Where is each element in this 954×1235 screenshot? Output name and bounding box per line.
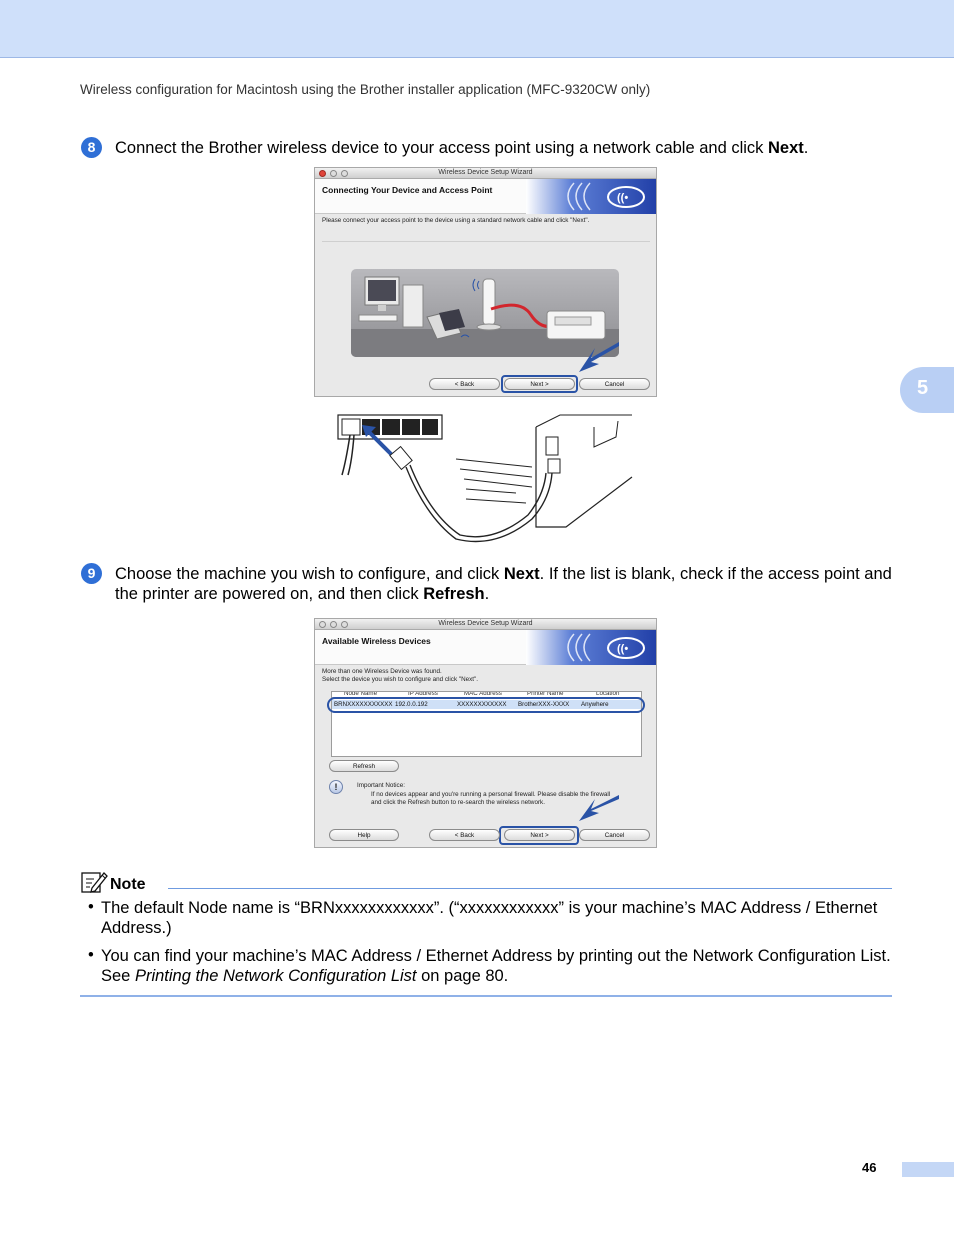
column-printer-name[interactable]: Printer Name: [527, 692, 564, 697]
back-button[interactable]: < Back: [429, 378, 500, 390]
title-bar: [315, 619, 656, 630]
pencil-note-icon: [80, 870, 108, 894]
title-bar: [315, 168, 656, 179]
exclamation-icon: !: [329, 780, 343, 794]
ip-address-cell: 192.0.0.192: [395, 701, 428, 708]
column-ip-address[interactable]: IP Address: [408, 692, 438, 697]
next-button[interactable]: Next >: [504, 378, 575, 390]
wizard-header: [315, 179, 656, 214]
notice-title: Important Notice:: [357, 782, 405, 789]
wizard-window-available-devices: [314, 618, 657, 848]
wizard-header: [315, 630, 656, 665]
printer-name-cell: BrotherXXX-XXXX: [518, 701, 570, 708]
running-header: Wireless configuration for Macintosh using the Brother installer application (MFC-9320CW only): [80, 82, 651, 97]
cancel-button[interactable]: Cancel: [579, 378, 650, 390]
next-emphasis: Next: [768, 139, 804, 157]
pointer-arrow-icon: [577, 338, 621, 374]
cable-connection-illustration: [336, 407, 636, 549]
note-heading: Note: [110, 876, 146, 893]
step-8-text: Connect the Brother wireless device to your access point using a network cable and click Next.: [115, 139, 809, 157]
selected-row-highlight: [327, 697, 645, 713]
column-node-name[interactable]: Node Name: [344, 692, 378, 697]
note-top-rule: [168, 888, 892, 889]
location-cell: Anywhere: [581, 701, 609, 708]
help-button[interactable]: Help: [329, 829, 399, 841]
divider: [322, 241, 650, 242]
wizard-instruction: Please connect your access point to the device using a standard network cable and click "Next".: [322, 217, 590, 224]
chapter-tab: [900, 367, 954, 413]
step-9-marker: 9: [81, 563, 102, 584]
window-title: Wireless Device Setup Wizard: [438, 169, 533, 176]
step-8-marker: 8: [81, 137, 102, 158]
wizard-window-connecting: [314, 167, 657, 397]
svg-text:((•: ((•: [617, 192, 629, 204]
note-bullet-2: You can find your machine’s MAC Address / Ethernet Address by printing out the Network Configuration List. See Printing the Network Configuration List on page 80.: [101, 947, 891, 985]
node-name-cell: BRNXXXXXXXXXXX: [334, 701, 393, 708]
page-tab: [902, 1162, 954, 1177]
wizard-heading: Connecting Your Device and Access Point: [322, 185, 493, 195]
mac-address-cell: XXXXXXXXXXXX: [457, 701, 507, 708]
next-button[interactable]: Next >: [504, 829, 575, 841]
wireless-signal-icon: [526, 179, 656, 214]
chapter-number: 5: [917, 377, 929, 399]
devices-found-message: More than one Wireless Device was found. Select the device you wish to configure and click "Next".: [322, 668, 479, 683]
column-mac-address[interactable]: MAC Address: [464, 692, 502, 697]
step-9-text: Choose the machine you wish to configure, and click Next. If the list is blank, check if the access point and the printer are powered on, and then click Refresh.: [115, 565, 892, 603]
bullet-marker: •: [88, 946, 94, 964]
refresh-emphasis: Refresh: [423, 585, 485, 603]
window-title: Wireless Device Setup Wizard: [438, 620, 533, 627]
refresh-button[interactable]: Refresh: [329, 760, 399, 772]
note-bullet-1: The default Node name is “BRNxxxxxxxxxxxx”. (“xxxxxxxxxxxx” is your machine’s MAC Address / Ethernet Address.): [101, 899, 878, 937]
header-band: [0, 0, 954, 58]
svg-text:((•: ((•: [617, 643, 629, 655]
bullet-marker: •: [88, 898, 94, 916]
page-number: 46: [862, 1160, 877, 1175]
column-location[interactable]: Location: [596, 692, 620, 697]
next-emphasis: Next: [503, 565, 540, 583]
wireless-signal-icon: [526, 630, 656, 665]
cancel-button[interactable]: Cancel: [579, 829, 650, 841]
cross-reference-link[interactable]: Printing the Network Configuration List: [134, 967, 417, 985]
note-bottom-rule: [80, 995, 892, 997]
pointer-arrow-icon: [577, 791, 621, 823]
notice-body: If no devices appear and you're running a personal firewall. Please disable the firewall and click the Refresh button to re-search the wireless network.: [371, 791, 611, 806]
wizard-heading: Available Wireless Devices: [322, 636, 431, 646]
back-button[interactable]: < Back: [429, 829, 500, 841]
